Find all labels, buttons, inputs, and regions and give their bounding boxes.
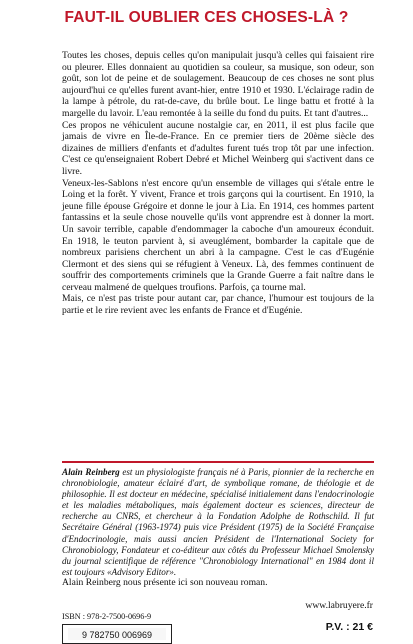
back-cover-summary xyxy=(62,50,374,317)
author-name: Alain Reinberg xyxy=(62,467,120,477)
author-bio xyxy=(62,467,374,578)
barcode-digits: 9 782750 006969 xyxy=(81,630,153,640)
author-bio-text: est un physiologiste français né à Paris, pionnier de la recherche en chronobiologie, amateur éclairé d'art, de symbolique romane, de théologie et de philosophie. Il est docteur en médecine, spécialisé initialement dans l'endocrinologie et les maladies métaboliques, mais également docteur es sciences, directeur de recherche au CNRS, et chercheur à la Fondation Adolphe de Rothschild. Il fut Secrétaire Général (1963-1974) puis vice Président (1975) de la Société Française d'Endocrinologie, mais aussi ancien Président de l'International Society for Chronobiology, Fondateur et co-éditeur aux côtés du Professeur Michael Smolensky du journal scientifique de référence "Chronobiology International" en 1984 dont il est toujours «Advisory Editor». xyxy=(62,467,374,577)
summary-paragraph-2: Ces propos ne véhiculent aucune nostalgie car, en 2011, il est plus facile que jamais de vivre en Île-de-France. En ce premier tiers de 20ème siècle des dizaines de milliers d'enfants et d'adultes furent tués trop tôt par une infection. C'est ce qu'enseignaient Robert Debré et Michel Weinberg qui s'activent dans ce livre. xyxy=(62,119,374,177)
price-label: P.V. : 21 € xyxy=(325,621,373,633)
section-divider xyxy=(62,461,374,463)
isbn-block xyxy=(62,612,172,644)
summary-paragraph-4: Mais, ce n'est pas triste pour autant car, par chance, l'humour est toujours de la partie et le rire revient avec les enfants de France et d'Eugénie. xyxy=(62,293,374,317)
isbn-number: ISBN : 978-2-7500-0696-9 xyxy=(62,612,152,621)
new-novel-note: Alain Reinberg nous présente ici son nouveau roman. xyxy=(62,577,268,588)
barcode-image xyxy=(62,624,172,644)
book-title: FAUT-IL OUBLIER CES CHOSES-LÀ ? xyxy=(64,9,349,26)
publisher-website: www.labruyere.fr xyxy=(305,600,373,611)
summary-paragraph-3: Veneux-les-Sablons n'est encore qu'un ensemble de villages qui s'étale entre le Loing et la forêt. Y vivent, France et trois garçons qui la courtisent. En 1910, la jeune fille épouse Grégoire et donne le jour à Lia. En 1914, ces hommes partent fantassins et la seule chose nouvelle qu'ils vont apprendre est à donner la mort. Un savoir terrible, capable d'endommager la caboche d'un amoureux éconduit. En 1918, le teuton parvient à, si aveuglément, bombarder la capitale que de nombreux parisiens cherchent un abri à la campagne. C'est le cas d'Eugénie Clermont et des siens qui se réfugient à Veneux. Là, des femmes continuent de souffrir des comportements criminels que la Grande Guerre a fait naître dans le cerveau malmené de quelques troufions. Parfois, ça tourne mal. xyxy=(62,177,374,293)
summary-paragraph-1: Toutes les choses, depuis celles qu'on manipulait jusqu'à celles qui faisaient rire ou pleurer. Elles donnaient au quotidien sa couleur, sa musique, son odeur, son goût, son lot de peine et de soulagement. Beaucoup de ces choses ne sont plus aujourd'hui ce qu'elles furent avant-hier, entre 1910 et 1930. L'éclairage radin de la lampe à pétrole, du rat-de-cave, du brûle bout. Le linge battu et frotté à la margelle du lavoir. L'eau remontée à la seille du fond du puits. Et tant d'autres... xyxy=(62,50,374,119)
